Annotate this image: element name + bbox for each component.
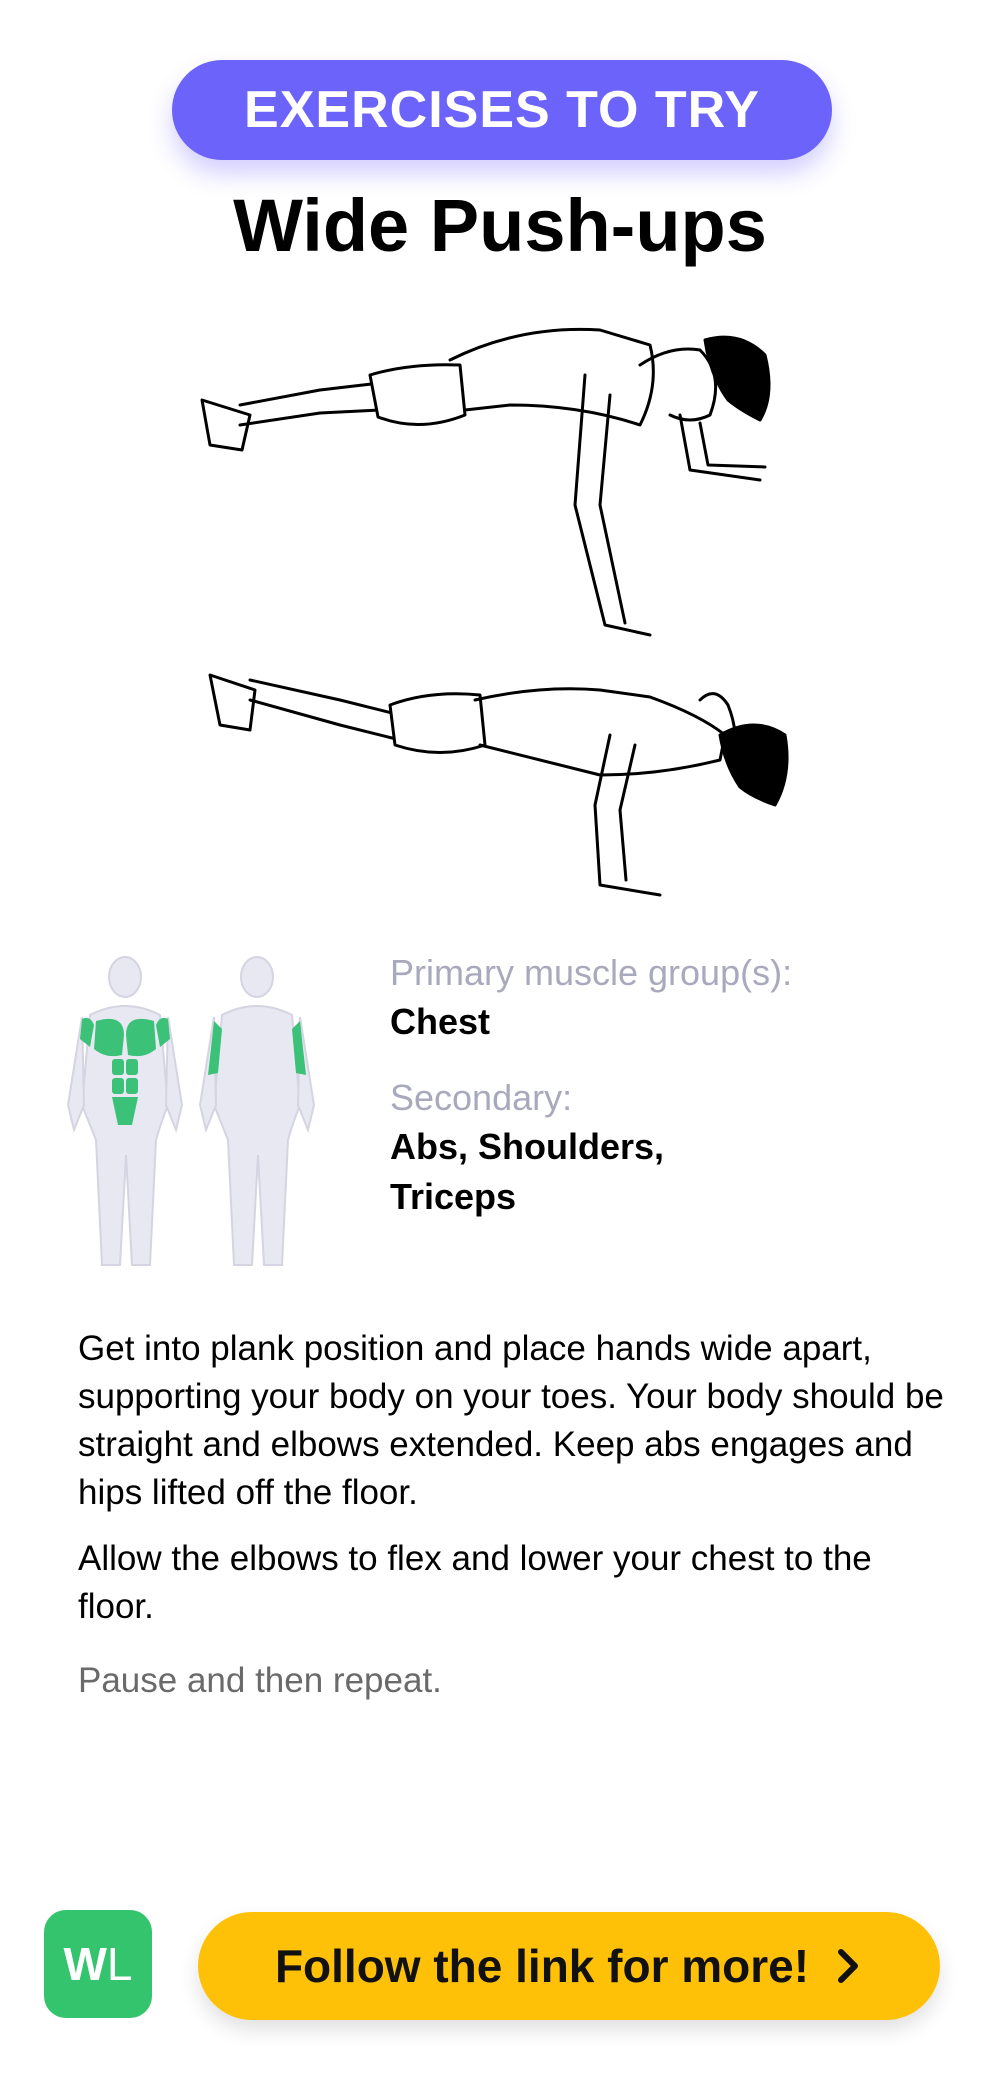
chevron-right-icon [833, 1946, 863, 1986]
primary-muscle-label: Primary muscle group(s): [390, 952, 793, 993]
exercise-instructions [78, 1325, 948, 1723]
logo-letter-l: L [106, 1938, 133, 1990]
secondary-muscle-value-line2: Triceps [390, 1176, 517, 1218]
secondary-muscle-value-line1: Abs, Shoulders, [390, 1125, 665, 1167]
follow-link-button[interactable] [198, 1912, 940, 2020]
footer-bar [0, 1910, 1000, 2030]
instruction-step: Allow the elbows to flex and lower your chest to the floor. [78, 1539, 872, 1626]
exercise-title: Wide Push-ups [233, 184, 767, 267]
badge-label: EXERCISES TO TRY [244, 81, 760, 139]
instruction-step: Get into plank position and place hands wide apart, supporting your body on your toes. Your body should be straight and elbows extended. Keep abs engages and hips lifted off the floor. [78, 1329, 944, 1512]
muscle-info [390, 950, 950, 1223]
pushup-illustration [180, 305, 820, 915]
instruction-step: Pause and then repeat. [78, 1661, 442, 1700]
primary-muscle-value: Chest [390, 1000, 491, 1042]
secondary-muscle-label: Secondary: [390, 1077, 573, 1119]
wl-logo[interactable] [44, 1910, 152, 2018]
cta-label: Follow the link for more! [274, 1940, 810, 1992]
exercises-badge [172, 60, 832, 160]
logo-letter-w: W [63, 1938, 107, 1990]
muscle-diagram [60, 955, 330, 1275]
